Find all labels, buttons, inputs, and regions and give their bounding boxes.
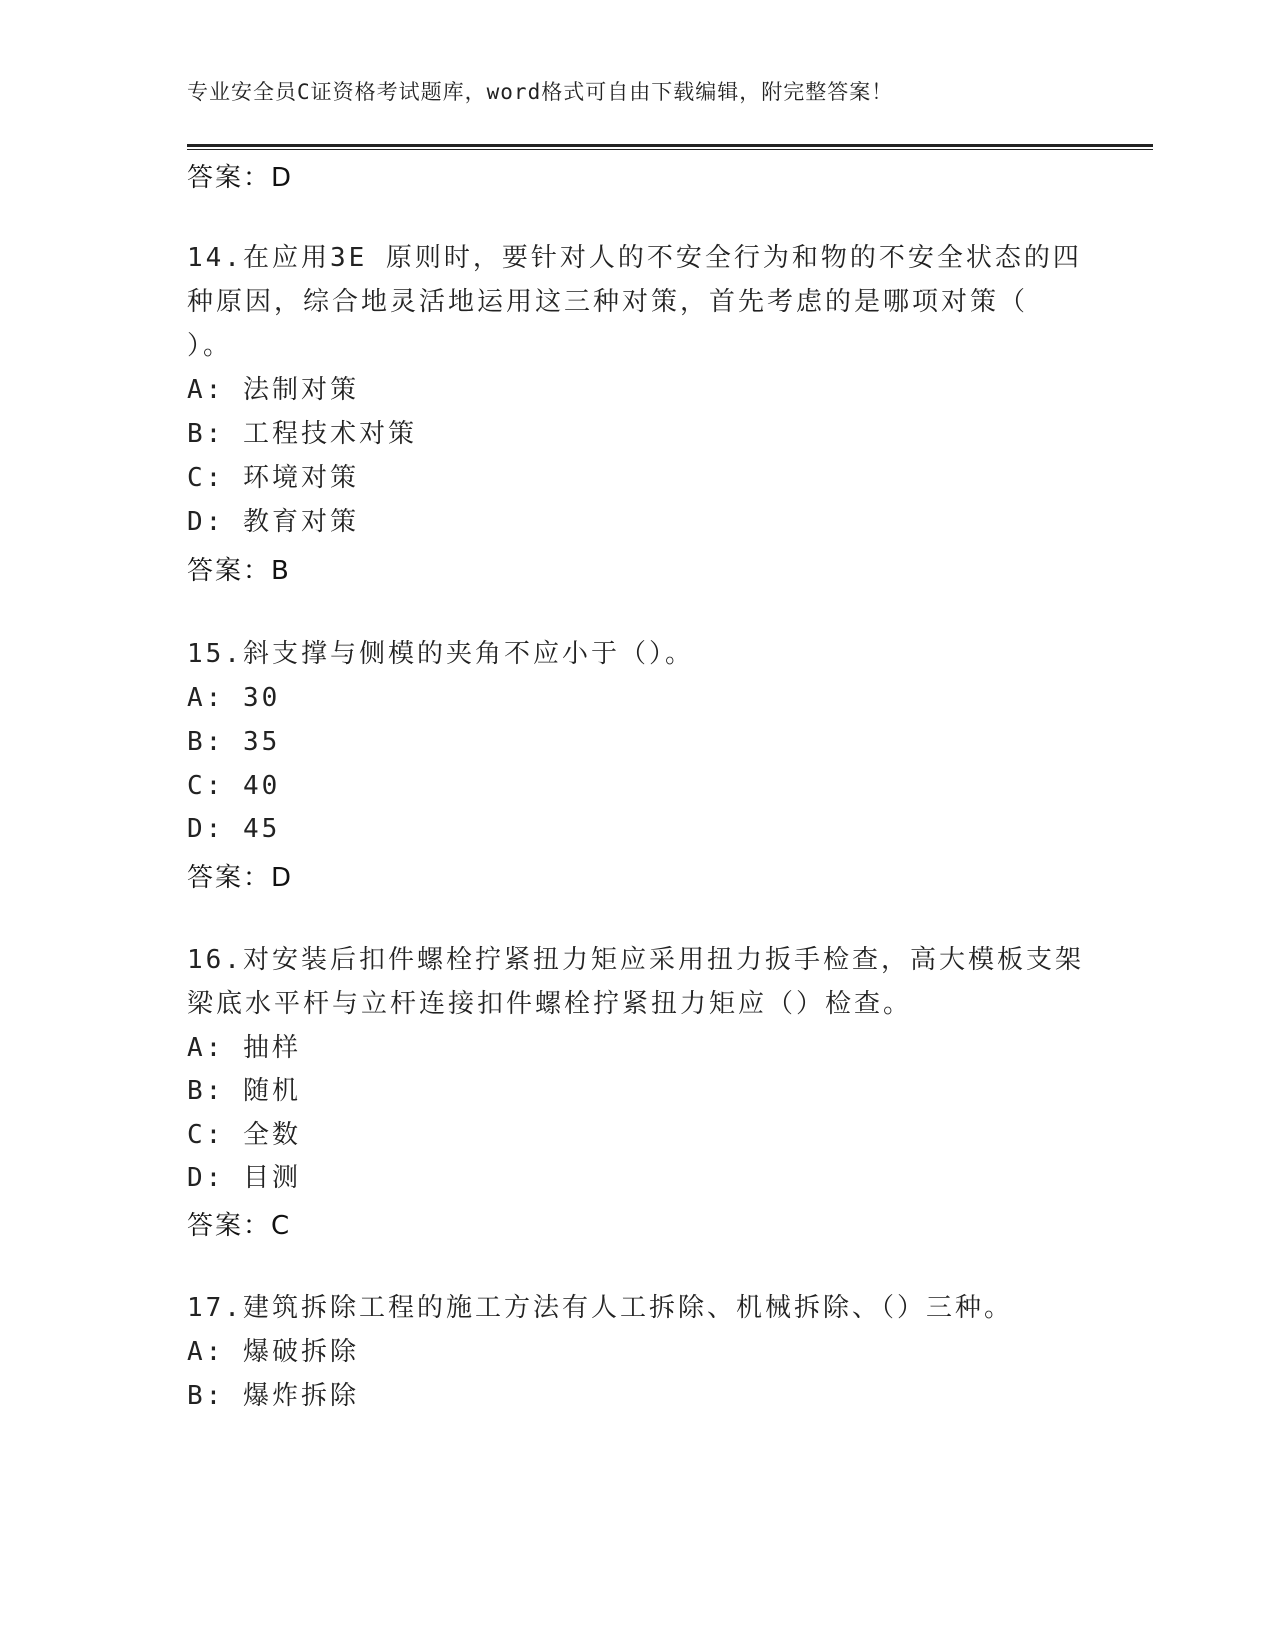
q15-stem-line1: 15.斜支撑与侧模的夹角不应小于（）。 xyxy=(187,639,694,669)
q14-option-c: C: 环境对策 xyxy=(187,463,359,493)
q16-option-b: B: 随机 xyxy=(187,1076,301,1106)
header-rule-thin xyxy=(187,149,1153,150)
q15-option-c: C: 40 xyxy=(187,771,281,801)
q16-option-c: C: 全数 xyxy=(187,1120,301,1150)
q15-option-a: A: 30 xyxy=(187,683,281,713)
q14-option-d: D: 教育对策 xyxy=(187,507,359,537)
q17-stem-line1: 17.建筑拆除工程的施工方法有人工拆除、机械拆除、（）三种。 xyxy=(187,1293,1013,1323)
q14-answer: 答案：B xyxy=(187,556,291,586)
q13-answer: 答案：D xyxy=(187,163,294,193)
q15-option-d: D: 45 xyxy=(187,814,281,844)
q17-option-a: A: 爆破拆除 xyxy=(187,1337,359,1367)
q14-stem-line3: ）。 xyxy=(187,331,233,361)
q16-option-d: D: 目测 xyxy=(187,1163,301,1193)
q14-stem-line1: 14.在应用3E 原则时，要针对人的不安全行为和物的不安全状态的四 xyxy=(187,243,1082,273)
header-rule xyxy=(187,144,1153,147)
q14-stem-line2: 种原因，综合地灵活地运用这三种对策，首先考虑的是哪项对策（ xyxy=(187,287,1029,317)
q16-stem-line2: 梁底水平杆与立杆连接扣件螺栓拧紧扭力矩应（）检查。 xyxy=(187,989,913,1019)
q15-option-b: B: 35 xyxy=(187,727,281,757)
q16-stem-line1: 16.对安装后扣件螺栓拧紧扭力矩应采用扭力扳手检查，高大模板支架 xyxy=(187,945,1084,975)
q14-option-b: B: 工程技术对策 xyxy=(187,419,417,449)
q17-option-b: B: 爆炸拆除 xyxy=(187,1381,359,1411)
q16-option-a: A: 抽样 xyxy=(187,1033,301,1063)
q15-answer: 答案：D xyxy=(187,863,294,893)
q16-answer: 答案：C xyxy=(187,1211,292,1241)
page-header: 专业安全员C证资格考试题库，word格式可自由下载编辑，附完整答案！ xyxy=(187,80,894,104)
q14-option-a: A: 法制对策 xyxy=(187,375,359,405)
